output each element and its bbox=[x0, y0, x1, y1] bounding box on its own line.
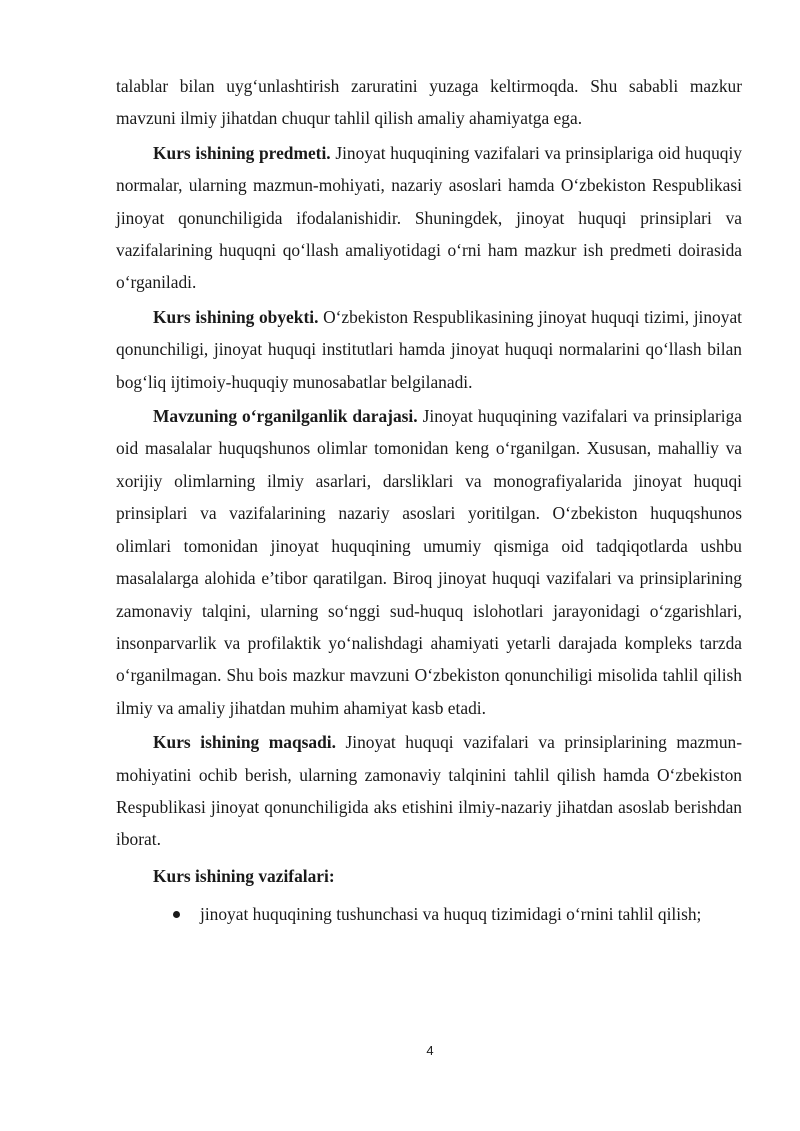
list-item-text: jinoyat huquqining tushunchasi va huquq tizimidagi o‘rnini tahlil qilish; bbox=[200, 904, 702, 925]
paragraph-text: O‘zbekiston Respublikasining jinoyat huquqi tizimi, jinoyat qonunchiligi, jinoyat huquqi institutlari hamda jinoyat huquqi normalarini qo‘llash bilan bog‘liq ijtimoiy-huquqiy munosabatlar belgilanadi. bbox=[116, 306, 743, 392]
paragraph-subject bbox=[116, 137, 742, 299]
paragraph-intro-continuation bbox=[116, 70, 742, 135]
paragraph-text: Jinoyat huquqi vazifalari va prinsiplarining mazmun-mohiyatini ochib berish, ularning zamonaviy talqinini tahlil qilish hamda O‘zbekiston Respublikasi jinoyat qonunchiligida aks etishini ilmiy-nazariy jihatdan asoslab berishdan iborat. bbox=[116, 732, 742, 850]
paragraph-text: Jinoyat huquqining vazifalari va prinsiplariga oid masalalar huquqshunos olimlar tomonidan keng o‘rganilgan. Xususan, mahalliy va xorijiy olimlarning ilmiy asarlari, darsliklari va monografiyalarida jinoyat huquqi prinsiplari va vazifalarining nazariy asoslari yoritilgan. O‘zbekiston huquqshunos olimlari tomonidan jinoyat huquqining umumiy qismiga oid tadqiqotlarda ushbu masalalarga alohida e’tibor qaratilgan. Biroq jinoyat huquqi vazifalari va prinsiplarining zamonaviy talqini, ularning so‘nggi sud-huquq islohotlari jarayonidagi o‘zgarishlari, insonparvarlik va profilaktik yo‘nalishdagi ahamiyati yetarli darajada kompleks tarzda o‘rganilmagan. Shu bois mazkur mavzuni O‘zbekiston qonunchiligi misolida tahlil qilish ilmiy va amaliy jihatdan muhim ahamiyat kasb etadi. bbox=[116, 406, 742, 718]
list-item bbox=[200, 898, 742, 930]
paragraph-lead-goal: Kurs ishining maqsadi. bbox=[153, 732, 336, 753]
paragraph-lead-subject: Kurs ishining predmeti. bbox=[153, 142, 331, 163]
tasks-heading: Kurs ishining vazifalari: bbox=[153, 865, 335, 886]
paragraph-lead-research-level: Mavzuning o‘rganilganlik darajasi. bbox=[153, 406, 418, 427]
paragraph-research-level bbox=[116, 400, 742, 724]
tasks-list bbox=[116, 898, 742, 930]
paragraph-goal bbox=[116, 726, 742, 856]
document-page bbox=[116, 70, 742, 931]
page-number: 4 bbox=[426, 1043, 434, 1058]
paragraph-text: Jinoyat huquqining vazifalari va prinsiplariga oid huquqiy normalar, ularning mazmun-mohiyati, nazariy asoslari hamda O‘zbekiston Respublikasi jinoyat qonunchiligida ifodalanishidir. Shuningdek, jinoyat huquqi prinsiplari va vazifalarining huquqni qo‘llash amaliyotidagi o‘rni ham mazkur ish predmeti doirasida o‘rganiladi. bbox=[116, 142, 742, 293]
bullet-icon bbox=[173, 911, 180, 918]
paragraph-object bbox=[116, 301, 742, 398]
paragraph-lead-object: Kurs ishining obyekti. bbox=[153, 306, 319, 327]
paragraph-text: talablar bilan uyg‘unlashtirish zaruratini yuzaga keltirmoqda. Shu sababli mazkur mavzuni ilmiy jihatdan chuqur tahlil qilish amaliy ahamiyatga ega. bbox=[116, 76, 742, 129]
